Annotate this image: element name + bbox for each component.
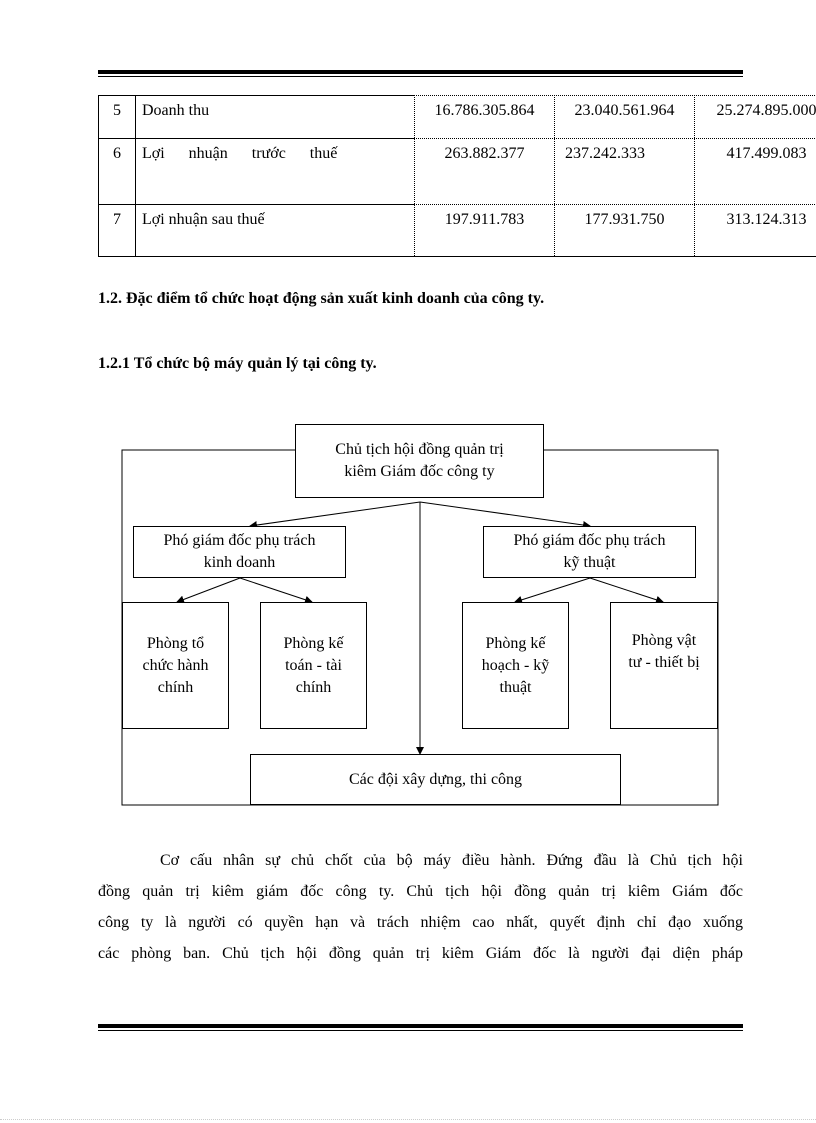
row-value-3: 417.499.083 — [694, 138, 816, 204]
paragraph-line: công ty là người có quyền hạn và trách nhiệm cao nhất, quyết định chỉ đạo xuống — [98, 914, 743, 931]
arrow-to-vp-business — [250, 502, 420, 526]
row-number: 5 — [98, 95, 136, 138]
row-value-1: 197.911.783 — [414, 204, 554, 256]
org-box-chairman: Chủ tịch hội đồng quản trị kiêm Giám đốc công ty — [295, 424, 544, 498]
row-value-2: 23.040.561.964 — [554, 95, 694, 138]
org-box-dept-admin: Phòng tổ chức hành chính — [122, 602, 229, 729]
row-value-2: 177.931.750 — [554, 204, 694, 256]
arrow-to-dept-supplies — [590, 578, 663, 602]
row-value-3: 313.124.313 — [694, 204, 816, 256]
paragraph-line: đồng quản trị kiêm giám đốc công ty. Chủ tịch hội đồng quản trị kiêm Giám đốc — [98, 883, 743, 900]
arrow-to-dept-admin — [177, 578, 240, 602]
org-box-vp-business: Phó giám đốc phụ trách kinh doanh — [133, 526, 346, 578]
org-box-construction-teams: Các đội xây dựng, thi công — [250, 754, 621, 805]
arrow-to-dept-finance — [240, 578, 312, 602]
footer-rule — [98, 1024, 743, 1031]
section-heading: 1.2. Đặc điểm tổ chức hoạt động sản xuất kinh doanh của công ty. — [98, 290, 545, 307]
row-value-1: 263.882.377 — [414, 138, 554, 204]
row-value-1: 16.786.305.864 — [414, 95, 554, 138]
row-number: 6 — [98, 138, 136, 204]
org-box-dept-finance: Phòng kế toán - tài chính — [260, 602, 367, 729]
arrow-to-dept-planning — [515, 578, 590, 602]
paragraph-line: Cơ cấu nhân sự chủ chốt của bộ máy điều hành. Đứng đầu là Chủ tịch hội — [160, 852, 743, 869]
body-paragraph — [98, 845, 743, 969]
row-value-2: 237.242.333 — [554, 138, 694, 204]
arrow-to-vp-technical — [420, 502, 590, 526]
row-number: 7 — [98, 204, 136, 256]
org-box-dept-supplies: Phòng vật tư - thiết bị — [610, 602, 718, 729]
row-label: Doanh thu — [142, 102, 210, 119]
paragraph-line: các phòng ban. Chủ tịch hội đồng quản trị kiêm Giám đốc là người đại diện pháp — [98, 945, 743, 962]
org-box-dept-planning: Phòng kế hoạch - kỹ thuật — [462, 602, 569, 729]
subsection-heading: 1.2.1 Tổ chức bộ máy quản lý tại công ty. — [98, 355, 377, 372]
org-box-vp-technical: Phó giám đốc phụ trách kỹ thuật — [483, 526, 696, 578]
row-value-3: 25.274.895.000 — [694, 95, 816, 138]
row-label: Lợi nhuận trước thuế — [142, 145, 338, 162]
page-edge — [0, 1119, 816, 1120]
row-label: Lợi nhuận sau thuế — [142, 211, 265, 228]
